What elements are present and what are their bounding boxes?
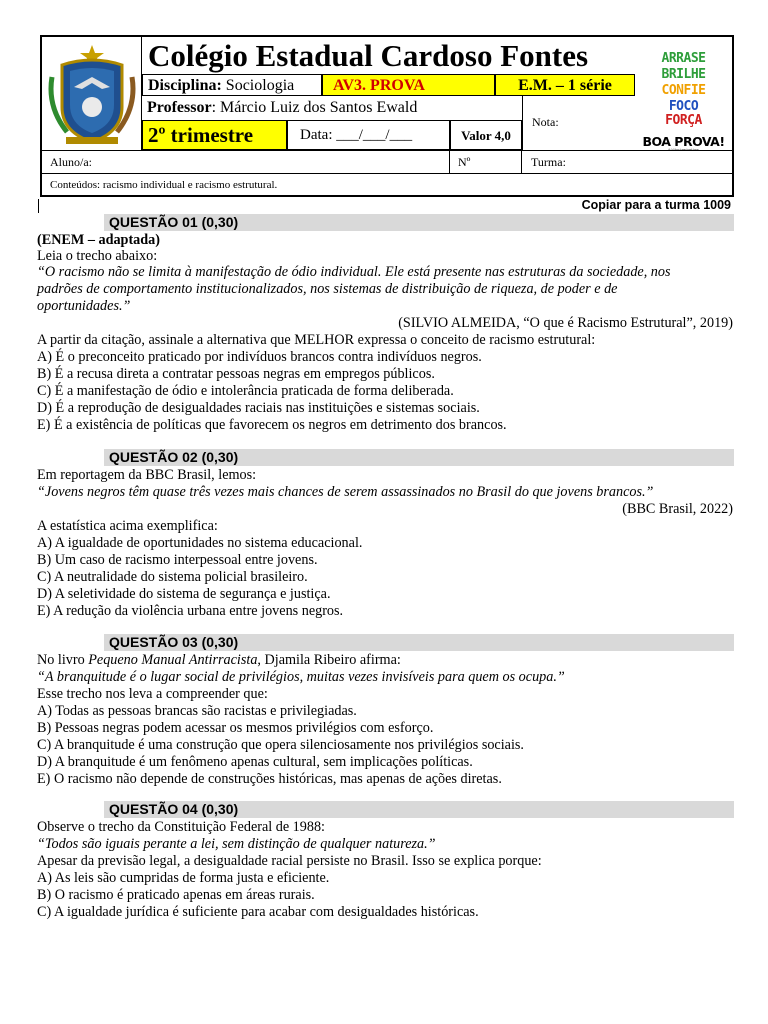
question-3-prompt: Esse trecho nos leva a compreender que: xyxy=(37,686,268,702)
question-2-option[interactable]: C) A neutralidade do sistema policial brasileiro. xyxy=(37,569,308,585)
motivational-banner xyxy=(635,37,732,150)
text-cursor xyxy=(38,199,39,213)
subject-field xyxy=(142,74,322,96)
question-1-option[interactable]: E) É a existência de políticas que favorecem os negros em detrimento dos brancos. xyxy=(37,417,507,433)
question-2-option[interactable]: E) A redução da violência urbana entre jovens negros. xyxy=(37,603,344,619)
grade-label: Nota: xyxy=(532,115,559,129)
value-label: Valor 4,0 xyxy=(450,120,522,150)
exam-type: AV3. PROVA xyxy=(322,74,495,96)
copy-note: Copiar para a turma 1009 xyxy=(581,198,731,212)
question-1-option[interactable]: B) É a recusa direta a contratar pessoas negras em empregos públicos. xyxy=(37,366,435,382)
question-1-intro: Leia o trecho abaixo: xyxy=(37,248,158,264)
question-1-quote-line: “O racismo não se limita à manifestação de ódio individual. Ele está presente nas estruturas da sociedade, nos xyxy=(37,264,671,280)
empty-cell xyxy=(635,150,732,173)
question-3-quote: “A branquitude é o lugar social de privilégios, muitas vezes invisíveis para quem os ocupa.” xyxy=(37,669,565,685)
question-4-option[interactable]: B) O racismo é praticado apenas em áreas rurais. xyxy=(37,887,315,903)
banner-word: ARRASE xyxy=(661,51,706,66)
subject-label: Disciplina: xyxy=(148,77,222,94)
question-1-quote-line: padrões de comportamento institucionalizados, nos sistemas de distribuição de riqueza, de poder e de xyxy=(37,281,618,297)
exam-header xyxy=(40,35,734,197)
subject-value: Sociologia xyxy=(225,77,295,94)
question-1-option[interactable]: D) É a reprodução de desigualdades raciais nas instituições e sistemas sociais. xyxy=(37,400,480,416)
school-name: Colégio Estadual Cardoso Fontes xyxy=(148,38,589,73)
question-1-quote-line: oportunidades.” xyxy=(37,298,131,314)
question-2-quote: “Jovens negros têm quase três vezes mais chances de serem assassinados no Brasil do que jovens brancos.” xyxy=(37,484,654,500)
banner-word: FORÇA xyxy=(665,113,702,128)
banner-closing: BOA PROVA! xyxy=(642,134,725,149)
question-4-quote: “Todos são iguais perante a lei, sem distinção de qualquer natureza.” xyxy=(37,836,436,852)
banner-credit: ® Vitoriaanimations xyxy=(668,148,699,152)
question-1-option[interactable]: C) É a manifestação de ódio e intolerância praticada de forma deliberada. xyxy=(37,383,454,399)
grade-box[interactable] xyxy=(522,96,635,150)
term-label: 2º trimestre xyxy=(142,120,287,150)
question-1-prompt: A partir da citação, assinale a alternativa que MELHOR expressa o conceito de racismo estrutural: xyxy=(37,332,596,348)
book-title: Pequeno Manual Antirracista xyxy=(88,652,258,668)
question-1-citation: (SILVIO ALMEIDA, “O que é Racismo Estrutural”, 2019) xyxy=(398,315,733,331)
question-1-source: (ENEM – adaptada) xyxy=(37,232,160,248)
banner-word: BRILHE xyxy=(661,67,706,82)
question-2-intro: Em reportagem da BBC Brasil, lemos: xyxy=(37,467,257,483)
question-2-option[interactable]: D) A seletividade do sistema de segurança e justiça. xyxy=(37,586,331,602)
question-4-intro: Observe o trecho da Constituição Federal de 1988: xyxy=(37,819,326,835)
question-3-option[interactable]: E) O racismo não depende de construções históricas, mas apenas de ações diretas. xyxy=(37,771,502,787)
question-3-option[interactable]: C) A branquitude é uma construção que opera silenciosamente nos privilégios sociais. xyxy=(37,737,524,753)
coat-of-arms-icon xyxy=(42,37,142,150)
student-name-field[interactable]: Aluno/a: xyxy=(42,150,450,173)
grade-level: E.M. – 1 série xyxy=(495,74,635,96)
teacher-field xyxy=(142,96,522,120)
question-4-option[interactable]: C) A igualdade jurídica é suficiente para acabar com desigualdades históricas. xyxy=(37,904,479,920)
exam-contents: Conteúdos: racismo individual e racismo estrutural. xyxy=(42,173,732,195)
question-2-citation: (BBC Brasil, 2022) xyxy=(622,501,733,517)
question-1-option[interactable]: A) É o preconceito praticado por indivíduos brancos contra indivíduos negros. xyxy=(37,349,482,365)
teacher-value: : Márcio Luiz dos Santos Ewald xyxy=(211,99,418,116)
question-2-prompt: A estatística acima exemplifica: xyxy=(37,518,218,534)
question-3-option[interactable]: D) A branquitude é um fenômeno apenas cultural, sem implicações políticas. xyxy=(37,754,473,770)
question-1-title: QUESTÃO 01 (0,30) xyxy=(104,214,734,231)
question-4-title: QUESTÃO 04 (0,30) xyxy=(104,801,734,818)
question-2-title: QUESTÃO 02 (0,30) xyxy=(104,449,734,466)
banner-word: CONFIE xyxy=(661,83,706,98)
date-field[interactable]: Data: ___/___/___ xyxy=(287,120,450,150)
question-3-title: QUESTÃO 03 (0,30) xyxy=(104,634,734,651)
question-4-prompt: Apesar da previsão legal, a desigualdade racial persiste no Brasil. Isso se explica porque: xyxy=(37,853,542,869)
teacher-label: Professor xyxy=(147,99,212,116)
class-field[interactable]: Turma: xyxy=(522,150,635,173)
intro-text: , Djamila Ribeiro afirma: xyxy=(257,652,401,668)
intro-text: No livro xyxy=(37,652,89,668)
banner-word: FOCO xyxy=(668,99,699,114)
question-3-intro xyxy=(37,652,733,669)
question-3-option[interactable]: B) Pessoas negras podem acessar os mesmos privilégios com esforço. xyxy=(37,720,434,736)
question-3-option[interactable]: A) Todas as pessoas brancas são racistas e privilegiadas. xyxy=(37,703,357,719)
question-2-option[interactable]: A) A igualdade de oportunidades no sistema educacional. xyxy=(37,535,363,551)
question-2-option[interactable]: B) Um caso de racismo interpessoal entre jovens. xyxy=(37,552,318,568)
question-4-option[interactable]: A) As leis são cumpridas de forma justa e eficiente. xyxy=(37,870,330,886)
school-logo xyxy=(42,37,142,150)
student-number-field[interactable]: Nº xyxy=(450,150,522,173)
